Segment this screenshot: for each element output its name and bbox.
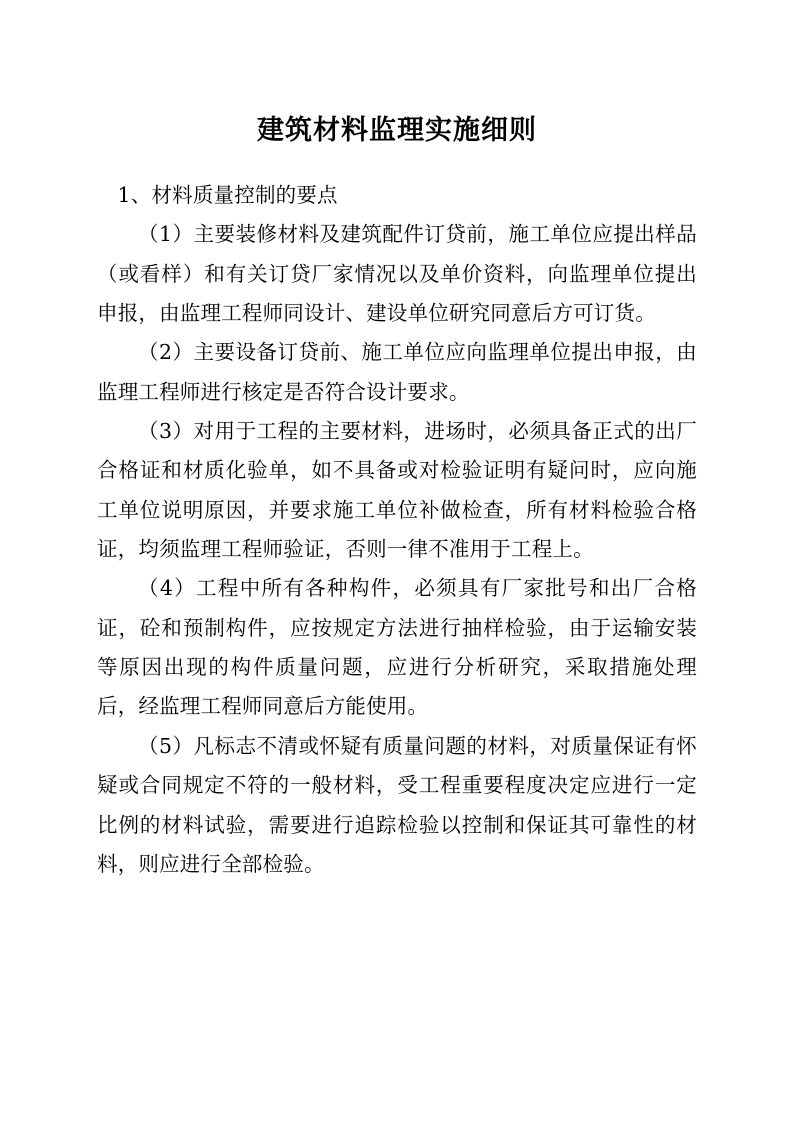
paragraph-item-5: （5）凡标志不清或怀疑有质量问题的材料，对质量保证有怀疑或合同规定不符的一般材料，受工程重要程度决定应进行一定比例的材料试验，需要进行追踪检验以控制和保证其可靠性的材料，则应进行全部检验。 (97, 733, 697, 876)
title-spacer (97, 150, 697, 176)
paragraph-item-1: （1）主要装修材料及建筑配件订贷前，施工单位应提出样品（或看样）和有关订贷厂家情况以及单价资料，向监理单位提出申报，由监理工程师同设计、建设单位研究同意后方可订货。 (97, 222, 697, 325)
paragraph-item-2: （2）主要设备订贷前、施工单位应向监理单位提出申报，由监理工程师进行核定是否符合设计要求。 (97, 340, 697, 404)
document-body (97, 0, 697, 884)
paragraph-item-4: （4）工程中所有各种构件，必须具有厂家批号和出厂合格证，砼和预制构件，应按规定方法进行抽样检验，由于运输安装等原因出现的构件质量问题，应进行分析研究，采取措施处理后，经监理工程师同意后方能使用。 (97, 576, 697, 719)
page-title: 建筑材料监理实施细则 (257, 115, 537, 146)
section-heading-1: 1、材料质量控制的要点 (117, 182, 338, 207)
paragraph-item-3: （3）对用于工程的主要材料，进场时，必须具备正式的出厂合格证和材质化验单，如不具备或对检验证明有疑问时，应向施工单位说明原因，并要求施工单位补做检查，所有材料检验合格证，均须监理工程师验证，否则一律不准用于工程上。 (97, 418, 697, 562)
